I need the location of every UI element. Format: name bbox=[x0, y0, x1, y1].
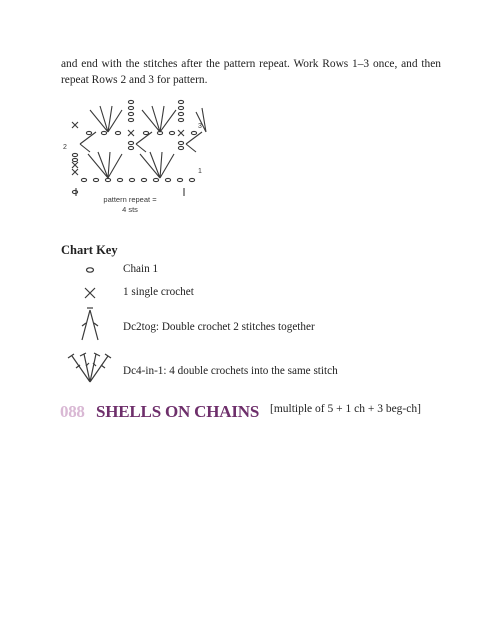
row-label-3: 3 bbox=[198, 123, 202, 130]
chart-key-label-dc2tog: Dc2tog: Double crochet 2 stitches together bbox=[123, 321, 315, 333]
chart-key-title: Chart Key bbox=[61, 243, 118, 257]
pattern-number: 088 bbox=[60, 402, 85, 421]
chart-key-item-dc4-in-1 bbox=[60, 350, 460, 390]
row-label-2: 2 bbox=[63, 144, 67, 151]
dc2tog-icon bbox=[60, 306, 120, 346]
row1-shell-icons bbox=[88, 152, 174, 178]
intro-paragraph: and end with the stitches after the pattern repeat. Work Rows 1–3 once, and then repeat Rows 2 and 3 for pattern. bbox=[61, 58, 441, 86]
pattern-multiple: [multiple of 5 + 1 ch + 3 beg-ch] bbox=[270, 403, 421, 415]
pattern-repeat-label: pattern repeat = bbox=[103, 195, 157, 204]
stitch-chart bbox=[56, 96, 216, 244]
dc4-in-1-icon bbox=[60, 350, 120, 390]
stitch-chart-diagram bbox=[56, 96, 216, 244]
row1-chain-icons bbox=[81, 178, 194, 181]
row3-shell-icons bbox=[90, 106, 206, 132]
pattern-repeat-count: 4 sts bbox=[122, 205, 138, 214]
chart-key-item-dc2tog bbox=[60, 306, 460, 346]
chart-key-label-dc4-in-1: Dc4-in-1: 4 double crochets into the same stitch bbox=[123, 365, 338, 377]
row-label-1: 1 bbox=[198, 168, 202, 175]
row3-chain-icons bbox=[128, 100, 183, 149]
pattern-name: SHELLS ON CHAINS bbox=[96, 402, 260, 421]
chart-key-label-single-crochet: 1 single crochet bbox=[123, 286, 194, 298]
chart-key-label-chain: Chain 1 bbox=[123, 263, 159, 275]
